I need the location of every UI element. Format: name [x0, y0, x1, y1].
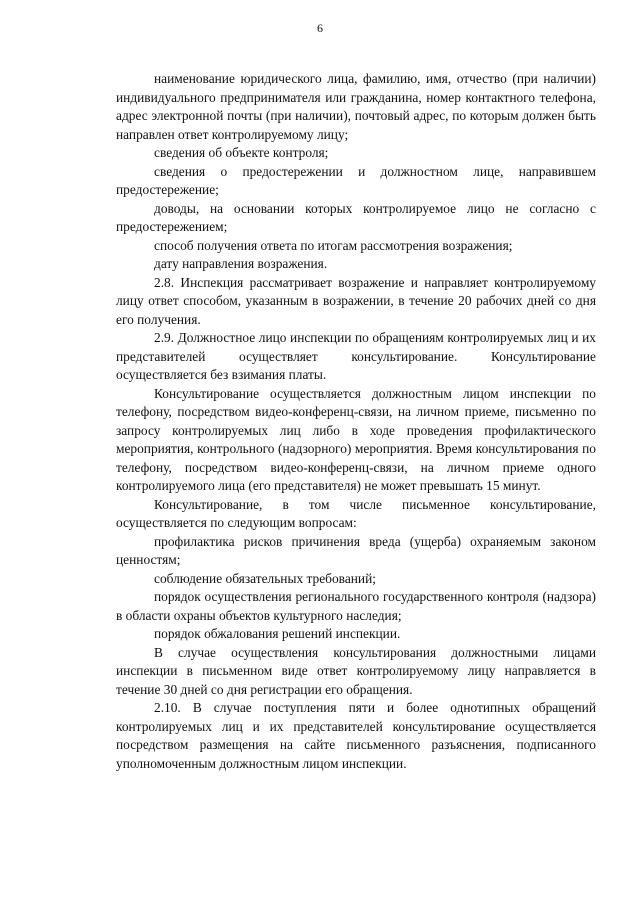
- paragraph: дату направления возражения.: [154, 256, 328, 271]
- paragraph: 2.9. Должностное лицо инспекции по обращениям контролируемых лиц и их представителей осуществляет консультирование. Консультирование осуществляется без взимания платы.: [116, 330, 596, 382]
- paragraph: Консультирование осуществляется должностным лицом инспекции по телефону, посредством видео-конференц-связи, на личном приеме, письменно по запросу контролируемых лиц либо в ходе проведения профилактического мероприятия, контрольного (надзорного) мероприятия. Время консультирования по телефону, посредством видео-конференц-связи, на личном приеме одного контролируемого лица (его представителя) не может превышать 15 минут.: [116, 385, 596, 493]
- paragraph: сведения о предостережении и должностном лице, направившем предостережение;: [116, 163, 596, 197]
- page-number: 6: [317, 21, 323, 35]
- paragraph: В случае осуществления консультирования должностными лицами инспекции в письменном виде ответ контролируемому лицу направляется в течение 30 дней со дня регистрации его обращения.: [116, 644, 596, 697]
- paragraph: 2.8. Инспекция рассматривает возражение и направляет контролируемому лицу ответ способом, указанным в возражении, в течение 20 рабочих дней со дня его получения.: [116, 274, 596, 327]
- document-body: [116, 70, 596, 773]
- paragraph: сведения об объекте контроля;: [154, 145, 329, 160]
- paragraph: способ получения ответа по итогам рассмотрения возражения;: [154, 237, 513, 253]
- paragraph: 2.10. В случае поступления пяти и более однотипных обращений контролируемых лиц и их представителей консультирование осуществляется посредством размещения на сайте письменного разъяснения, подписанного уполномоченным должностным лицом инспекции.: [116, 700, 596, 771]
- paragraph: порядок осуществления регионального государственного контроля (надзора) в области охраны объектов культурного наследия;: [116, 589, 596, 623]
- paragraph: Консультирование, в том числе письменное консультирование, осуществляется по следующим вопросам:: [116, 496, 596, 530]
- paragraph: профилактика рисков причинения вреда (ущерба) охраняемым законом ценностям;: [116, 533, 596, 567]
- paragraph: доводы, на основании которых контролируемое лицо не согласно с предостережением;: [116, 200, 596, 234]
- paragraph: наименование юридического лица, фамилию, имя, отчество (при наличии) индивидуального предпринимателя или гражданина, номер контактного телефона, адрес электронной почты (при наличии), почтовый адрес, по которым должен быть направлен ответ контролируемому лицу;: [116, 71, 596, 142]
- paragraph: соблюдение обязательных требований;: [154, 570, 376, 586]
- paragraph: порядок обжалования решений инспекции.: [154, 626, 401, 641]
